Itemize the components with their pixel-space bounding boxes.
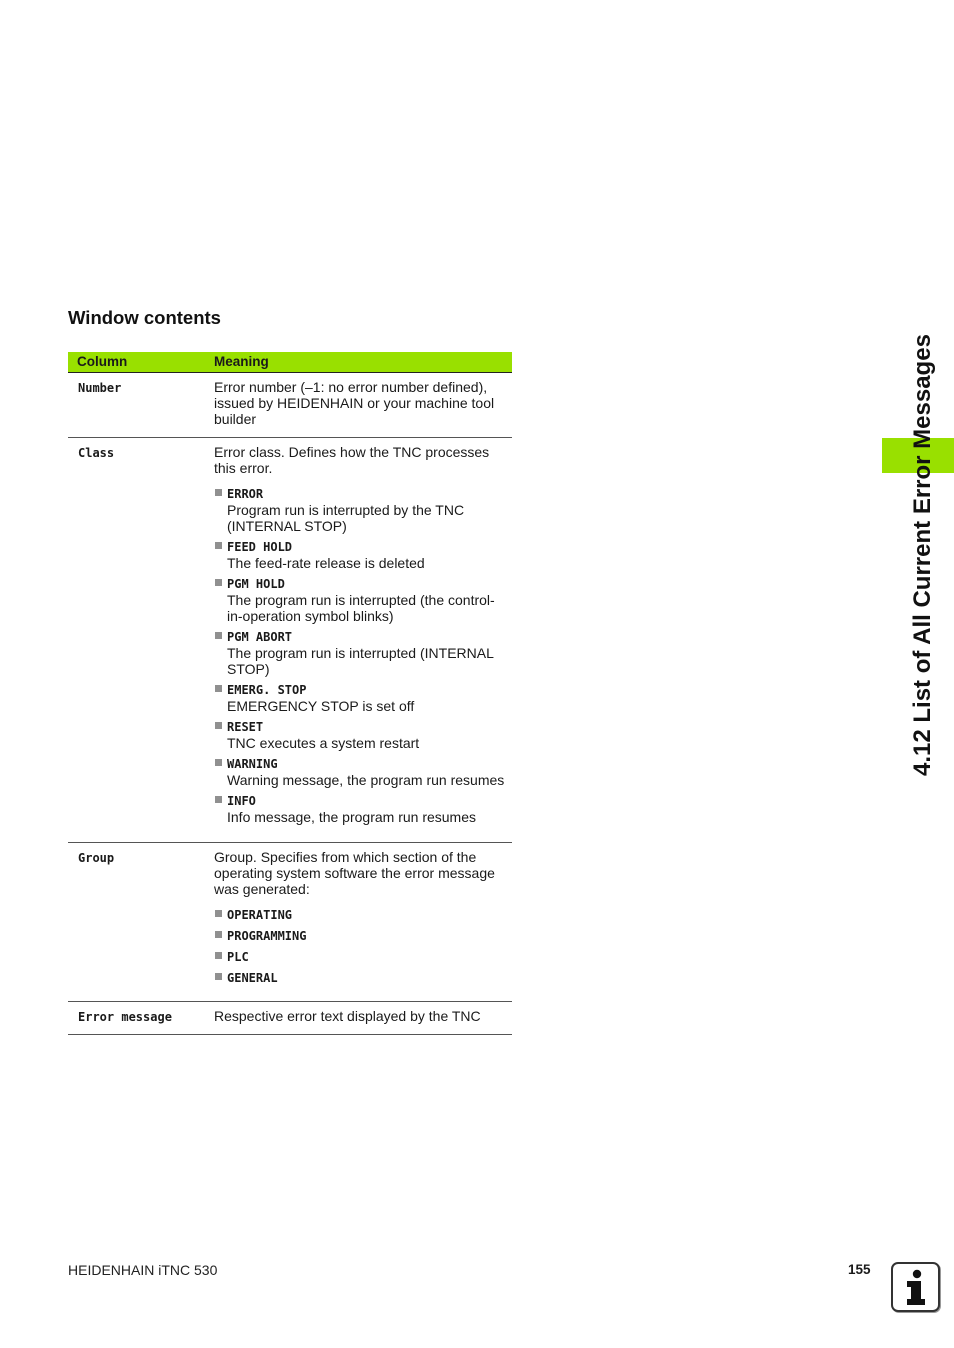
meaning-text: Group. Specifies from which section of the operating system software the error message was generated: xyxy=(214,849,495,897)
square-bullet-icon xyxy=(215,685,222,692)
info-icon xyxy=(891,1262,940,1312)
table-header xyxy=(68,352,512,373)
item-code: PLC xyxy=(227,950,249,964)
item-description: EMERGENCY STOP is set off xyxy=(227,698,415,714)
info-glyph xyxy=(893,1264,938,1310)
list-item xyxy=(214,970,506,986)
header-column: Column xyxy=(77,354,128,369)
row-key: Group xyxy=(78,851,115,865)
square-bullet-icon xyxy=(215,542,222,549)
square-bullet-icon xyxy=(215,931,222,938)
square-bullet-icon xyxy=(215,973,222,980)
square-bullet-icon xyxy=(215,759,222,766)
row-meaning xyxy=(214,843,512,986)
footer-product: HEIDENHAIN iTNC 530 xyxy=(68,1262,218,1278)
item-code: INFO xyxy=(227,794,256,808)
table-body xyxy=(68,373,512,1035)
item-code: RESET xyxy=(227,720,264,734)
item-code: GENERAL xyxy=(227,971,278,985)
list-item xyxy=(214,793,506,825)
item-code: OPERATING xyxy=(227,908,293,922)
meaning-text: Error number (–1: no error number defined), issued by HEIDENHAIN or your machine tool builder xyxy=(214,379,495,427)
list-item xyxy=(214,719,506,751)
item-code: PGM ABORT xyxy=(227,630,293,644)
table-row xyxy=(68,438,512,843)
item-code: ERROR xyxy=(227,487,264,501)
value-list xyxy=(214,907,506,986)
list-item xyxy=(214,949,506,965)
item-code: EMERG. STOP xyxy=(227,683,307,697)
item-code: PROGRAMMING xyxy=(227,929,307,943)
list-item xyxy=(214,928,506,944)
square-bullet-icon xyxy=(215,722,222,729)
page-number: 155 xyxy=(848,1262,871,1277)
item-description: The feed-rate release is deleted xyxy=(227,555,425,571)
table-row xyxy=(68,373,512,438)
list-item xyxy=(214,682,506,714)
item-description: The program run is interrupted (INTERNAL STOP) xyxy=(227,645,494,677)
row-meaning xyxy=(214,373,512,427)
square-bullet-icon xyxy=(215,796,222,803)
square-bullet-icon xyxy=(215,632,222,639)
table-row xyxy=(68,1002,512,1035)
section-title: Window contents xyxy=(68,307,221,328)
window-contents-table xyxy=(68,352,512,1035)
item-code: PGM HOLD xyxy=(227,577,285,591)
item-description: Warning message, the program run resumes xyxy=(227,772,505,788)
list-item xyxy=(214,907,506,923)
row-key: Error message xyxy=(78,1010,172,1024)
item-description: Info message, the program run resumes xyxy=(227,809,477,825)
value-list xyxy=(214,486,506,825)
header-meaning: Meaning xyxy=(214,354,269,369)
item-description: The program run is interrupted (the control-in-operation symbol blinks) xyxy=(227,592,495,624)
chapter-side-title: 4.12 List of All Current Error Messages xyxy=(909,334,936,776)
meaning-text: Error class. Defines how the TNC processes this error. xyxy=(214,444,490,476)
table-row xyxy=(68,843,512,1002)
meaning-text: Respective error text displayed by the TNC xyxy=(214,1008,481,1024)
row-meaning xyxy=(214,438,512,825)
square-bullet-icon xyxy=(215,489,222,496)
list-item xyxy=(214,756,506,788)
item-description: Program run is interrupted by the TNC (INTERNAL STOP) xyxy=(227,502,465,534)
row-key: Class xyxy=(78,446,115,460)
item-description: TNC executes a system restart xyxy=(227,735,420,751)
list-item xyxy=(214,576,506,624)
list-item xyxy=(214,539,506,571)
item-code: WARNING xyxy=(227,757,278,771)
square-bullet-icon xyxy=(215,910,222,917)
row-key: Number xyxy=(78,381,122,395)
row-meaning xyxy=(214,1002,512,1024)
square-bullet-icon xyxy=(215,952,222,959)
square-bullet-icon xyxy=(215,579,222,586)
list-item xyxy=(214,486,506,534)
list-item xyxy=(214,629,506,677)
item-code: FEED HOLD xyxy=(227,540,293,554)
